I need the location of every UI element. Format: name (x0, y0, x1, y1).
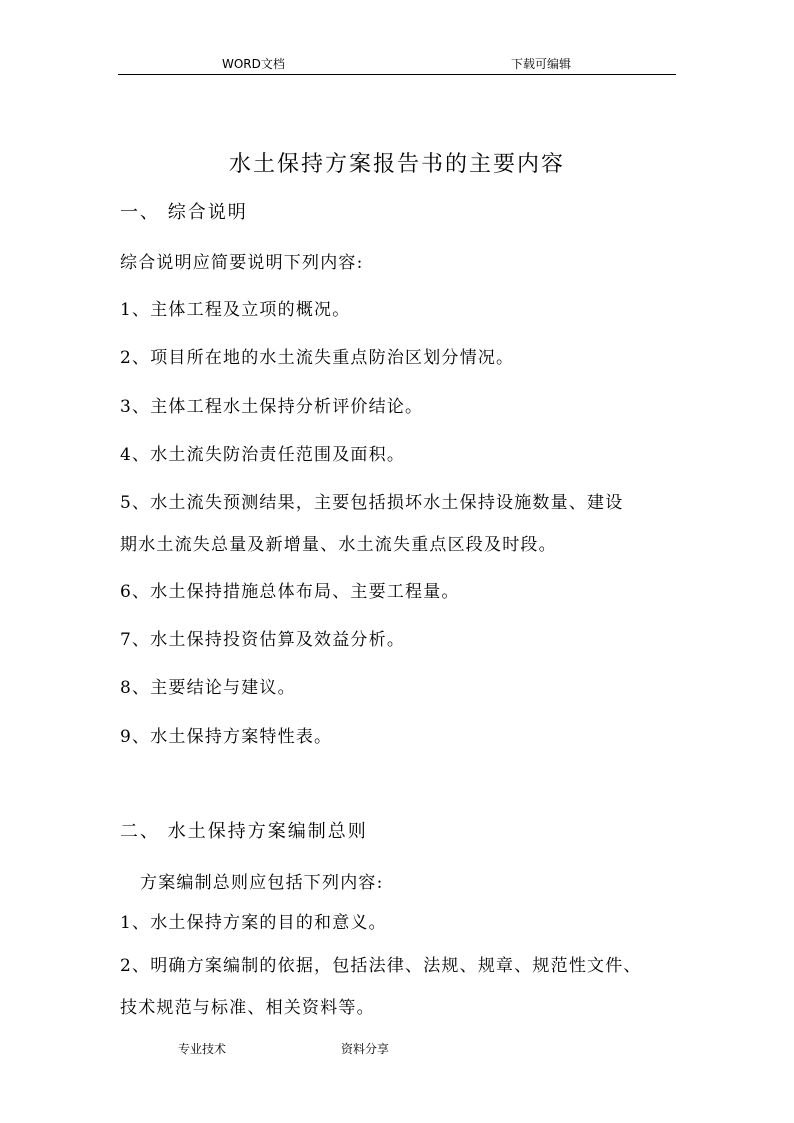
section-2-item: 1、水土保持方案的目的和意义。 (120, 913, 387, 933)
section-1-heading: 一、 综合说明 (120, 202, 248, 223)
section-1-intro: 综合说明应简要说明下列内容: (120, 253, 364, 273)
document-title: 水土保持方案报告书的主要内容 (228, 152, 565, 177)
section-2-item: 2、明确方案编制的依据，包括法律、法规、规章、规范性文件、 (120, 956, 642, 976)
header-left-text: WORD文档 (222, 57, 285, 71)
section-2-item-continued: 技术规范与标准、相关资料等。 (120, 998, 375, 1018)
page-header (118, 57, 676, 75)
section-1-item: 5、水土流失预测结果，主要包括损坏水土保持设施数量、建设 (120, 493, 624, 513)
section-2-intro: 方案编制总则应包括下列内容: (140, 873, 384, 893)
section-1-item: 1、主体工程及立项的概况。 (120, 300, 351, 320)
section-1-item-continued: 期水土流失总量及新增量、水土流失重点区段及时段。 (120, 535, 557, 555)
section-2-heading: 二、 水土保持方案编制总则 (120, 821, 368, 842)
section-1-item: 6、水土保持措施总体布局、主要工程量。 (120, 582, 460, 602)
section-1-item: 3、主体工程水土保持分析评价结论。 (120, 397, 424, 417)
section-1-item: 4、水土流失防治责任范围及面积。 (120, 445, 406, 465)
section-1-item: 8、主要结论与建议。 (120, 678, 296, 698)
section-1-item: 7、水土保持投资估算及效益分析。 (120, 630, 406, 650)
section-1-item: 2、项目所在地的水土流失重点防治区划分情况。 (120, 348, 515, 368)
footer-left-text: 专业技术 (178, 1042, 227, 1056)
footer-right-text: 资料分享 (341, 1042, 390, 1056)
header-right-text: 下载可编辑 (511, 57, 572, 71)
section-1-item: 9、水土保持方案特性表。 (120, 727, 333, 747)
